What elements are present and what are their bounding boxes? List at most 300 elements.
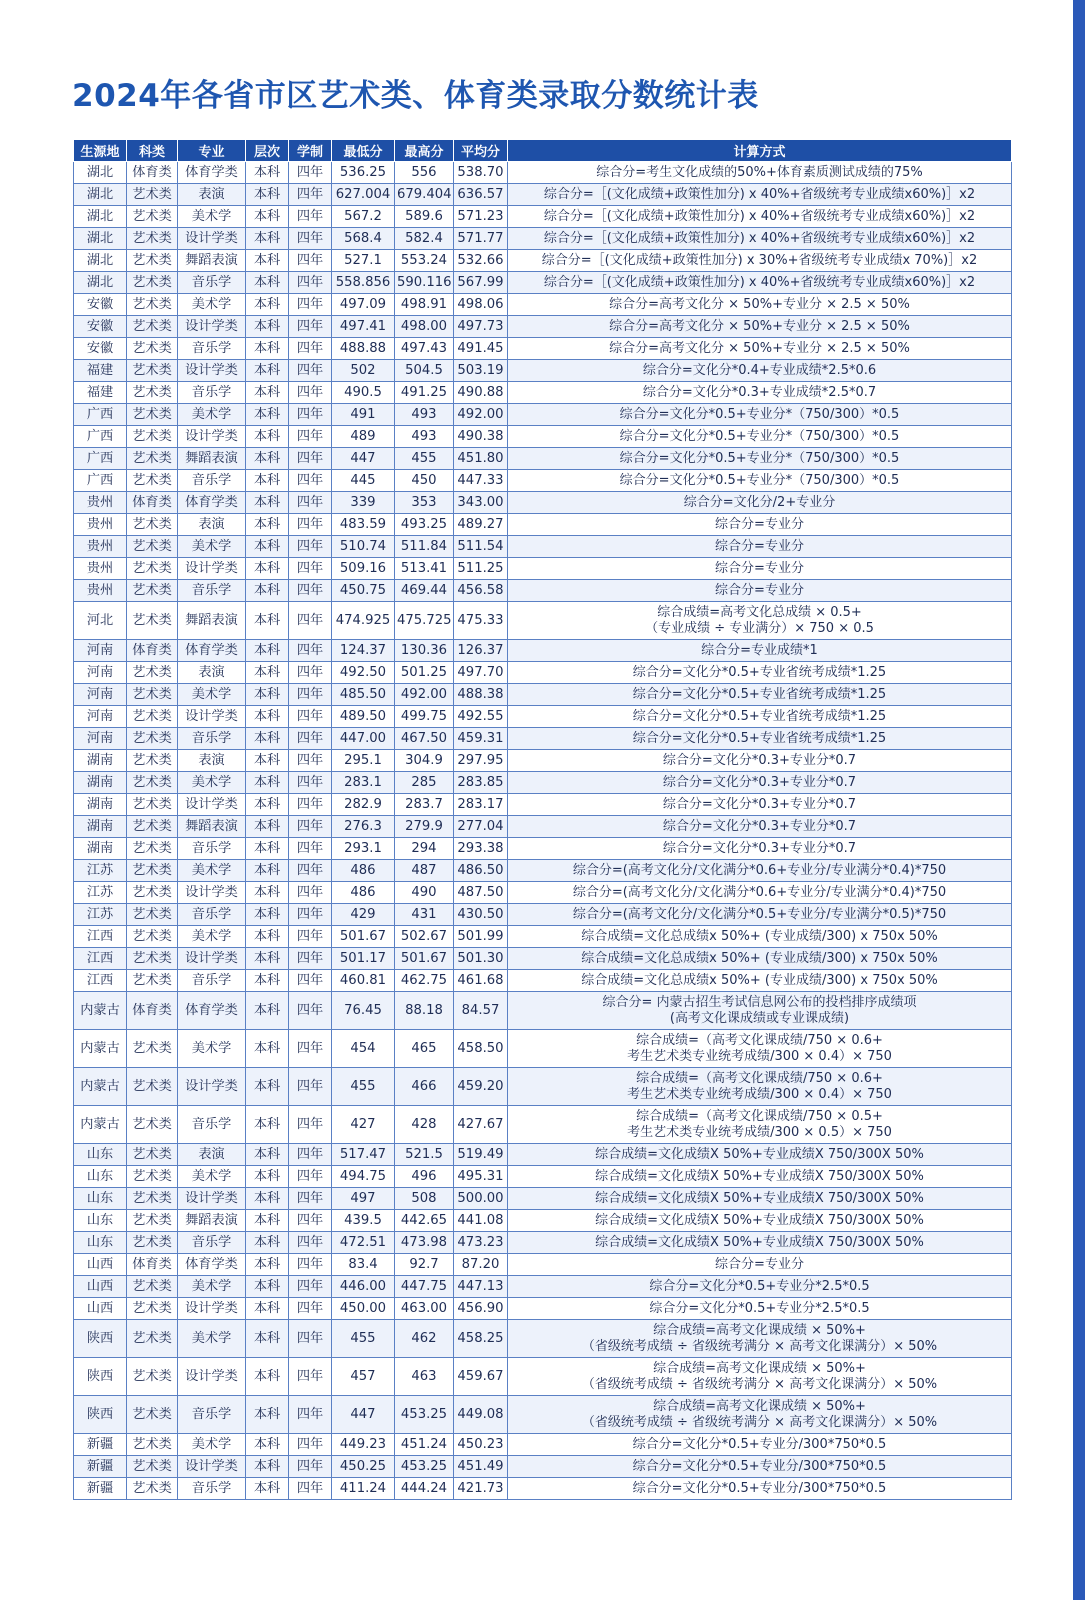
cell-min-score: 494.75 (332, 1166, 395, 1188)
cell-formula (508, 360, 1012, 382)
cell-min-score: 536.25 (332, 162, 395, 184)
cell-min-score: 491 (332, 404, 395, 426)
cell-major: 设计学类 (178, 706, 246, 728)
column-header-min-score: 最低分 (332, 140, 395, 162)
cell-formula (508, 382, 1012, 404)
cell-avg-score: 84.57 (454, 992, 508, 1030)
cell-major: 美术学 (178, 1320, 246, 1358)
cell-avg-score: 486.50 (454, 860, 508, 882)
table-row (74, 728, 1012, 750)
cell-max-score: 493 (395, 404, 454, 426)
cell-major: 表演 (178, 750, 246, 772)
cell-major: 美术学 (178, 1166, 246, 1188)
cell-min-score: 447 (332, 1396, 395, 1434)
cell-duration: 四年 (289, 558, 332, 580)
cell-max-score: 453.25 (395, 1456, 454, 1478)
cell-formula (508, 294, 1012, 316)
cell-level: 本科 (246, 750, 289, 772)
cell-formula (508, 1276, 1012, 1298)
cell-major: 美术学 (178, 206, 246, 228)
cell-province: 湖北 (74, 250, 127, 272)
cell-level: 本科 (246, 640, 289, 662)
cell-duration: 四年 (289, 1166, 332, 1188)
table-row (74, 1456, 1012, 1478)
table-row (74, 1030, 1012, 1068)
cell-province: 湖北 (74, 206, 127, 228)
cell-category: 艺术类 (127, 1320, 178, 1358)
cell-avg-score: 532.66 (454, 250, 508, 272)
cell-formula (508, 316, 1012, 338)
cell-level: 本科 (246, 838, 289, 860)
cell-min-score: 488.88 (332, 338, 395, 360)
column-header-avg-score: 平均分 (454, 140, 508, 162)
cell-avg-score: 283.17 (454, 794, 508, 816)
cell-major: 音乐学 (178, 904, 246, 926)
cell-category: 艺术类 (127, 1030, 178, 1068)
cell-formula (508, 662, 1012, 684)
cell-duration: 四年 (289, 602, 332, 640)
formula-text: 综合分=文化分*0.5+专业分/300*750*0.5 (632, 1436, 887, 1452)
cell-province: 新疆 (74, 1434, 127, 1456)
formula-text: 综合成绩=文化成绩X 50%+专业成绩X 750/300X 50% (595, 1190, 924, 1206)
cell-max-score: 589.6 (395, 206, 454, 228)
cell-min-score: 567.2 (332, 206, 395, 228)
formula-text: 综合成绩=高考文化课成绩 × 50%+ （省级统考成绩 ÷ 省级统考满分 × 高考文化课满分）× 50% (581, 1360, 938, 1392)
formula-text: 综合分=文化分*0.5+专业分*（750/300）*0.5 (619, 406, 900, 422)
cell-min-score: 411.24 (332, 1478, 395, 1500)
formula-text: 综合分=文化分*0.5+专业分*（750/300）*0.5 (619, 472, 900, 488)
cell-level: 本科 (246, 882, 289, 904)
cell-category: 艺术类 (127, 1298, 178, 1320)
cell-formula (508, 1068, 1012, 1106)
cell-min-score: 501.17 (332, 948, 395, 970)
cell-min-score: 76.45 (332, 992, 395, 1030)
cell-max-score: 450 (395, 470, 454, 492)
cell-max-score: 553.24 (395, 250, 454, 272)
formula-text: 综合分=［(文化成绩+政策性加分) x 40%+省级统考专业成绩x60%)］x2 (543, 186, 976, 202)
cell-level: 本科 (246, 536, 289, 558)
cell-max-score: 455 (395, 448, 454, 470)
table-row (74, 1166, 1012, 1188)
cell-formula (508, 750, 1012, 772)
cell-formula (508, 1106, 1012, 1144)
cell-category: 艺术类 (127, 272, 178, 294)
formula-text: 综合分=专业分 (715, 1256, 804, 1272)
cell-category: 艺术类 (127, 1106, 178, 1144)
cell-min-score: 502 (332, 360, 395, 382)
cell-province: 江西 (74, 970, 127, 992)
table-row (74, 316, 1012, 338)
cell-avg-score: 297.95 (454, 750, 508, 772)
cell-formula (508, 1166, 1012, 1188)
admission-score-table (73, 139, 1012, 1500)
cell-duration: 四年 (289, 184, 332, 206)
cell-level: 本科 (246, 728, 289, 750)
cell-category: 艺术类 (127, 1068, 178, 1106)
cell-max-score: 493 (395, 426, 454, 448)
cell-province: 湖南 (74, 794, 127, 816)
cell-major: 设计学类 (178, 1068, 246, 1106)
cell-avg-score: 343.00 (454, 492, 508, 514)
table-row (74, 1144, 1012, 1166)
formula-text: 综合分=文化分*0.5+专业分/300*750*0.5 (632, 1458, 887, 1474)
cell-avg-score: 571.77 (454, 228, 508, 250)
cell-max-score: 487 (395, 860, 454, 882)
cell-category: 艺术类 (127, 206, 178, 228)
formula-text: 综合分=专业分 (715, 560, 804, 576)
cell-level: 本科 (246, 514, 289, 536)
cell-major: 音乐学 (178, 382, 246, 404)
cell-formula (508, 1478, 1012, 1500)
table-row (74, 1358, 1012, 1396)
cell-level: 本科 (246, 470, 289, 492)
cell-max-score: 294 (395, 838, 454, 860)
formula-text: 综合分=文化分/2+专业分 (683, 494, 836, 510)
cell-province: 江苏 (74, 882, 127, 904)
cell-max-score: 462.75 (395, 970, 454, 992)
table-row (74, 838, 1012, 860)
cell-avg-score: 458.25 (454, 1320, 508, 1358)
column-header-category: 科类 (127, 140, 178, 162)
cell-formula (508, 536, 1012, 558)
cell-avg-score: 473.23 (454, 1232, 508, 1254)
cell-avg-score: 497.70 (454, 662, 508, 684)
cell-level: 本科 (246, 1434, 289, 1456)
cell-formula (508, 602, 1012, 640)
cell-major: 设计学类 (178, 316, 246, 338)
cell-avg-score: 475.33 (454, 602, 508, 640)
formula-text: 综合分=高考文化分 × 50%+专业分 × 2.5 × 50% (609, 296, 910, 312)
cell-category: 艺术类 (127, 882, 178, 904)
table-row (74, 1254, 1012, 1276)
cell-avg-score: 458.50 (454, 1030, 508, 1068)
cell-level: 本科 (246, 1298, 289, 1320)
table-row (74, 470, 1012, 492)
cell-province: 陕西 (74, 1320, 127, 1358)
cell-avg-score: 430.50 (454, 904, 508, 926)
cell-formula (508, 992, 1012, 1030)
cell-max-score: 499.75 (395, 706, 454, 728)
cell-duration: 四年 (289, 1188, 332, 1210)
cell-major: 表演 (178, 184, 246, 206)
formula-text: 综合分=文化分*0.3+专业分*0.7 (662, 774, 857, 790)
cell-category: 艺术类 (127, 662, 178, 684)
cell-formula (508, 1434, 1012, 1456)
formula-text: 综合分=文化分*0.5+专业省统考成绩*1.25 (632, 664, 887, 680)
cell-max-score: 582.4 (395, 228, 454, 250)
cell-avg-score: 459.20 (454, 1068, 508, 1106)
cell-duration: 四年 (289, 294, 332, 316)
cell-max-score: 493.25 (395, 514, 454, 536)
cell-category: 艺术类 (127, 728, 178, 750)
cell-major: 音乐学 (178, 970, 246, 992)
cell-formula (508, 640, 1012, 662)
cell-duration: 四年 (289, 926, 332, 948)
cell-duration: 四年 (289, 772, 332, 794)
cell-province: 河南 (74, 706, 127, 728)
cell-level: 本科 (246, 206, 289, 228)
cell-major: 体育学类 (178, 162, 246, 184)
cell-min-score: 558.856 (332, 272, 395, 294)
cell-duration: 四年 (289, 206, 332, 228)
cell-avg-score: 498.06 (454, 294, 508, 316)
cell-formula (508, 470, 1012, 492)
table-row (74, 904, 1012, 926)
cell-avg-score: 571.23 (454, 206, 508, 228)
cell-duration: 四年 (289, 448, 332, 470)
formula-text: 综合成绩=高考文化课成绩 × 50%+ （省级统考成绩 ÷ 省级统考满分 × 高考文化课满分）× 50% (581, 1322, 938, 1354)
table-row (74, 1396, 1012, 1434)
cell-duration: 四年 (289, 706, 332, 728)
cell-min-score: 489.50 (332, 706, 395, 728)
cell-duration: 四年 (289, 272, 332, 294)
cell-max-score: 462 (395, 1320, 454, 1358)
cell-level: 本科 (246, 1320, 289, 1358)
formula-text: 综合分=文化分*0.4+专业成绩*2.5*0.6 (642, 362, 877, 378)
cell-province: 山东 (74, 1232, 127, 1254)
cell-level: 本科 (246, 492, 289, 514)
cell-major: 设计学类 (178, 228, 246, 250)
cell-level: 本科 (246, 860, 289, 882)
cell-formula (508, 860, 1012, 882)
table-row (74, 882, 1012, 904)
cell-max-score: 498.91 (395, 294, 454, 316)
cell-max-score: 590.116 (395, 272, 454, 294)
cell-category: 体育类 (127, 162, 178, 184)
cell-avg-score: 501.99 (454, 926, 508, 948)
cell-level: 本科 (246, 1166, 289, 1188)
cell-major: 音乐学 (178, 1106, 246, 1144)
cell-major: 音乐学 (178, 1478, 246, 1500)
cell-duration: 四年 (289, 514, 332, 536)
cell-category: 艺术类 (127, 228, 178, 250)
cell-level: 本科 (246, 1478, 289, 1500)
cell-major: 设计学类 (178, 794, 246, 816)
cell-category: 艺术类 (127, 250, 178, 272)
cell-formula (508, 1232, 1012, 1254)
column-header-duration: 学制 (289, 140, 332, 162)
cell-province: 内蒙古 (74, 1030, 127, 1068)
cell-major: 设计学类 (178, 558, 246, 580)
cell-major: 音乐学 (178, 272, 246, 294)
cell-category: 艺术类 (127, 1166, 178, 1188)
cell-min-score: 472.51 (332, 1232, 395, 1254)
table-row (74, 228, 1012, 250)
formula-text: 综合分=高考文化分 × 50%+专业分 × 2.5 × 50% (609, 318, 910, 334)
cell-formula (508, 706, 1012, 728)
column-header-major: 专业 (178, 140, 246, 162)
cell-avg-score: 427.67 (454, 1106, 508, 1144)
cell-min-score: 446.00 (332, 1276, 395, 1298)
cell-formula (508, 514, 1012, 536)
cell-formula (508, 404, 1012, 426)
table-header-row (74, 140, 1012, 162)
cell-formula (508, 228, 1012, 250)
cell-formula (508, 816, 1012, 838)
cell-max-score: 463 (395, 1358, 454, 1396)
cell-duration: 四年 (289, 338, 332, 360)
cell-duration: 四年 (289, 228, 332, 250)
formula-text: 综合分=考生文化成绩的50%+体育素质测试成绩的75% (596, 164, 923, 180)
table-row (74, 448, 1012, 470)
table-row (74, 1232, 1012, 1254)
cell-level: 本科 (246, 1144, 289, 1166)
cell-level: 本科 (246, 272, 289, 294)
cell-level: 本科 (246, 448, 289, 470)
cell-min-score: 457 (332, 1358, 395, 1396)
cell-level: 本科 (246, 772, 289, 794)
cell-duration: 四年 (289, 970, 332, 992)
cell-formula (508, 1210, 1012, 1232)
cell-major: 美术学 (178, 1030, 246, 1068)
cell-formula (508, 794, 1012, 816)
cell-duration: 四年 (289, 860, 332, 882)
cell-duration: 四年 (289, 1478, 332, 1500)
cell-province: 贵州 (74, 536, 127, 558)
cell-category: 艺术类 (127, 904, 178, 926)
formula-text: 综合分=(高考文化分/文化满分*0.6+专业分/专业满分*0.4)*750 (572, 862, 947, 878)
cell-province: 江苏 (74, 860, 127, 882)
cell-major: 表演 (178, 662, 246, 684)
cell-avg-score: 500.00 (454, 1188, 508, 1210)
cell-max-score: 504.5 (395, 360, 454, 382)
cell-duration: 四年 (289, 1106, 332, 1144)
cell-category: 艺术类 (127, 382, 178, 404)
formula-text: 综合分=文化分*0.3+专业分*0.7 (662, 840, 857, 856)
cell-avg-score: 459.31 (454, 728, 508, 750)
cell-avg-score: 497.73 (454, 316, 508, 338)
cell-province: 湖南 (74, 750, 127, 772)
column-header-max-score: 最高分 (395, 140, 454, 162)
table-row (74, 602, 1012, 640)
cell-province: 江西 (74, 926, 127, 948)
cell-level: 本科 (246, 558, 289, 580)
cell-level: 本科 (246, 816, 289, 838)
cell-min-score: 627.004 (332, 184, 395, 206)
cell-level: 本科 (246, 250, 289, 272)
table-row (74, 1320, 1012, 1358)
cell-duration: 四年 (289, 838, 332, 860)
cell-avg-score: 87.20 (454, 1254, 508, 1276)
cell-min-score: 450.00 (332, 1298, 395, 1320)
cell-province: 陕西 (74, 1396, 127, 1434)
cell-duration: 四年 (289, 750, 332, 772)
formula-text: 综合分=［(文化成绩+政策性加分) x 40%+省级统考专业成绩x60%)］x2 (543, 208, 976, 224)
table-row (74, 162, 1012, 184)
cell-formula (508, 772, 1012, 794)
cell-avg-score: 567.99 (454, 272, 508, 294)
cell-major: 美术学 (178, 926, 246, 948)
cell-major: 舞蹈表演 (178, 1210, 246, 1232)
cell-min-score: 497 (332, 1188, 395, 1210)
cell-max-score: 467.50 (395, 728, 454, 750)
formula-text: 综合分=文化分*0.5+专业分*2.5*0.5 (649, 1278, 870, 1294)
cell-max-score: 428 (395, 1106, 454, 1144)
formula-text: 综合成绩=文化成绩X 50%+专业成绩X 750/300X 50% (595, 1212, 924, 1228)
cell-level: 本科 (246, 1276, 289, 1298)
cell-major: 设计学类 (178, 1188, 246, 1210)
cell-avg-score: 451.49 (454, 1456, 508, 1478)
cell-province: 广西 (74, 426, 127, 448)
cell-province: 湖北 (74, 272, 127, 294)
cell-level: 本科 (246, 662, 289, 684)
table-row (74, 294, 1012, 316)
formula-text: 综合成绩=高考文化课成绩 × 50%+ （省级统考成绩 ÷ 省级统考满分 × 高考文化课满分）× 50% (581, 1398, 938, 1430)
cell-level: 本科 (246, 706, 289, 728)
cell-min-score: 492.50 (332, 662, 395, 684)
cell-max-score: 497.43 (395, 338, 454, 360)
cell-level: 本科 (246, 970, 289, 992)
cell-duration: 四年 (289, 1276, 332, 1298)
cell-max-score: 556 (395, 162, 454, 184)
cell-level: 本科 (246, 426, 289, 448)
cell-major: 舞蹈表演 (178, 602, 246, 640)
cell-avg-score: 492.55 (454, 706, 508, 728)
table-row (74, 1478, 1012, 1500)
page-title: 2024年各省市区艺术类、体育类录取分数统计表 (72, 78, 759, 114)
cell-max-score: 491.25 (395, 382, 454, 404)
cell-duration: 四年 (289, 162, 332, 184)
cell-min-score: 486 (332, 882, 395, 904)
cell-level: 本科 (246, 602, 289, 640)
cell-formula (508, 206, 1012, 228)
table-row (74, 184, 1012, 206)
cell-province: 陕西 (74, 1358, 127, 1396)
cell-formula (508, 338, 1012, 360)
cell-avg-score: 441.08 (454, 1210, 508, 1232)
cell-province: 湖北 (74, 184, 127, 206)
formula-text: 综合分=文化分*0.5+专业分*2.5*0.5 (649, 1300, 870, 1316)
cell-category: 艺术类 (127, 684, 178, 706)
cell-major: 美术学 (178, 294, 246, 316)
formula-text: 综合分=文化分*0.5+专业分*（750/300）*0.5 (619, 450, 900, 466)
cell-province: 广西 (74, 404, 127, 426)
cell-major: 音乐学 (178, 1232, 246, 1254)
cell-duration: 四年 (289, 684, 332, 706)
cell-category: 艺术类 (127, 1358, 178, 1396)
cell-min-score: 568.4 (332, 228, 395, 250)
cell-duration: 四年 (289, 316, 332, 338)
cell-min-score: 439.5 (332, 1210, 395, 1232)
cell-duration: 四年 (289, 1358, 332, 1396)
cell-avg-score: 511.25 (454, 558, 508, 580)
column-header-formula: 计算方式 (508, 140, 1012, 162)
table-row (74, 1298, 1012, 1320)
cell-province: 安徽 (74, 316, 127, 338)
cell-category: 艺术类 (127, 602, 178, 640)
cell-category: 艺术类 (127, 772, 178, 794)
cell-category: 艺术类 (127, 580, 178, 602)
cell-category: 艺术类 (127, 184, 178, 206)
cell-min-score: 517.47 (332, 1144, 395, 1166)
cell-category: 艺术类 (127, 426, 178, 448)
cell-max-score: 513.41 (395, 558, 454, 580)
table-row (74, 536, 1012, 558)
cell-major: 音乐学 (178, 470, 246, 492)
cell-province: 贵州 (74, 492, 127, 514)
cell-min-score: 486 (332, 860, 395, 882)
cell-formula (508, 558, 1012, 580)
cell-max-score: 498.00 (395, 316, 454, 338)
cell-min-score: 449.23 (332, 1434, 395, 1456)
cell-formula (508, 272, 1012, 294)
cell-min-score: 489 (332, 426, 395, 448)
cell-category: 艺术类 (127, 448, 178, 470)
formula-text: 综合成绩=（高考文化课成绩/750 × 0.6+ 考生艺术类专业统考成绩/300 × 0.4）× 750 (627, 1032, 892, 1064)
cell-province: 安徽 (74, 294, 127, 316)
cell-min-score: 445 (332, 470, 395, 492)
cell-level: 本科 (246, 948, 289, 970)
